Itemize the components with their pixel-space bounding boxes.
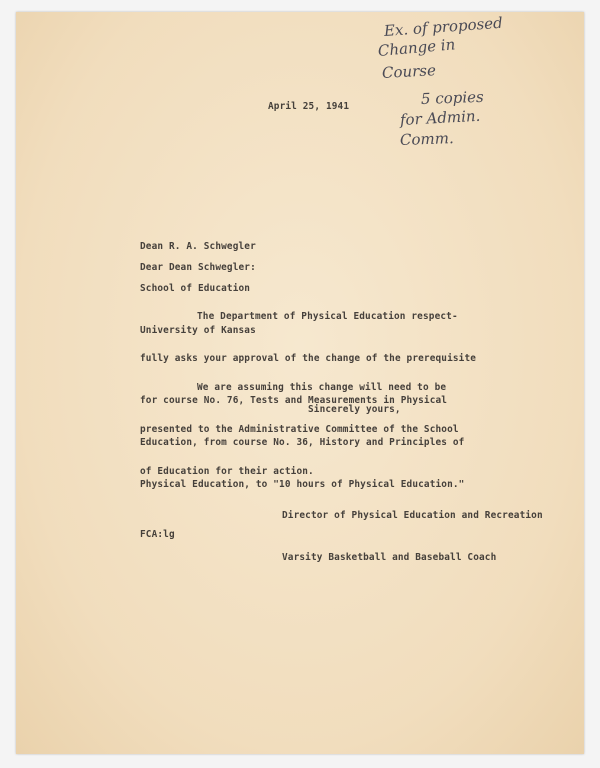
paragraph-1-line: Physical Education, to "10 hours of Physical Education." [140,479,465,490]
recipient-school: School of Education [140,283,251,294]
letter-page [16,12,584,754]
signature-title-line: Director of Physical Education and Recreation [282,510,543,521]
handwritten-note-line-6: Comm. [399,129,455,149]
paragraph-2-line: presented to the Administrative Committee of the School [140,424,459,435]
handwritten-note-line-5: for Admin. [399,106,481,129]
paragraph-2-line: of Education for their action. [140,466,314,477]
recipient-name: Dean R. A. Schwegler [140,241,256,252]
signature-title-line: Varsity Basketball and Baseball Coach [282,552,497,563]
recipient-university: University of Kansas [140,325,256,336]
reference-initials: FCA:lg [140,529,175,540]
handwritten-note-line-1: Ex. of proposed [383,13,504,40]
closing: Sincerely yours, [308,404,401,415]
handwritten-note-line-2: Change in [377,35,456,60]
salutation: Dear Dean Schwegler: [140,262,256,273]
paragraph-1-line: fully asks your approval of the change of the prerequisite [140,353,477,364]
paragraph-1-line: Education, from course No. 36, History and Principles of [140,437,465,448]
signature-title [282,481,543,593]
handwritten-note-line-3: Course [381,61,437,82]
paragraph-2-line: We are assuming this change will need to be [197,382,447,393]
letter-date: April 25, 1941 [268,101,350,112]
paragraph-1-line: for course No. 76, Tests and Measurements in Physical [140,395,448,406]
paragraph-1-line: The Department of Physical Education respect- [197,311,458,322]
handwritten-note-line-4: 5 copies [420,87,484,108]
